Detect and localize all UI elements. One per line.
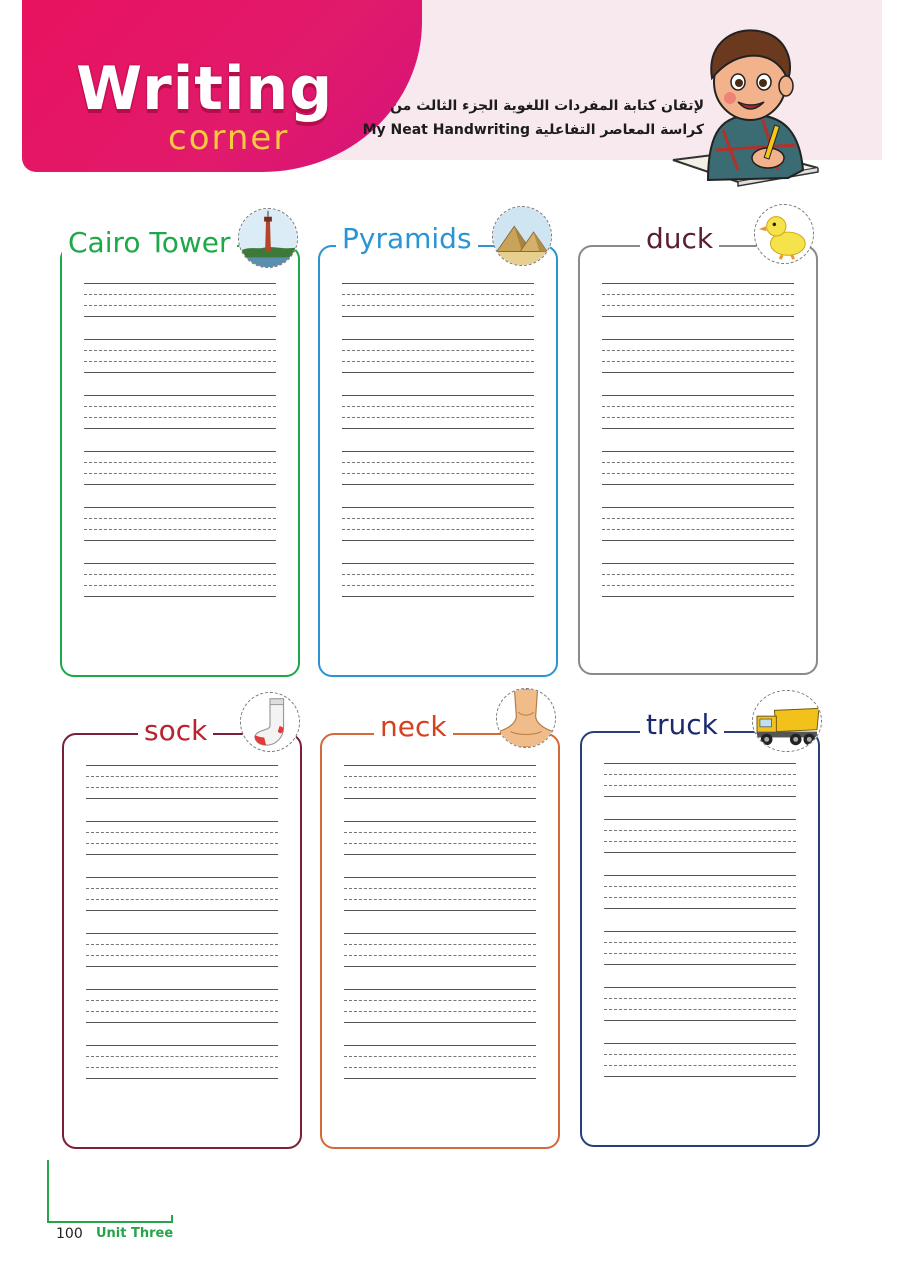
word-title-duck: duck: [640, 222, 719, 255]
writing-card-truck: [580, 731, 820, 1147]
duck-icon: [754, 204, 814, 264]
arabic-instruction-line-1: لإتقان كتابة المفردات اللغوية الجزء الثالث من: [390, 98, 704, 114]
neck-icon: [496, 688, 556, 748]
boy-writing-illustration: [668, 20, 828, 190]
book-name: My Neat Handwriting: [362, 122, 531, 138]
handwriting-lines[interactable]: [604, 763, 796, 1077]
handwriting-lines[interactable]: [344, 765, 536, 1079]
footer-border-cap: [171, 1215, 173, 1223]
handwriting-lines[interactable]: [602, 283, 794, 597]
writing-card-sock: [62, 733, 302, 1149]
handwriting-lines[interactable]: [86, 765, 278, 1079]
writing-card-duck: [578, 245, 818, 675]
writing-card-neck: [320, 733, 560, 1149]
handwriting-lines[interactable]: [84, 283, 276, 597]
unit-label: Unit Three: [96, 1226, 174, 1241]
word-title-sock: sock: [138, 714, 213, 747]
word-title-cairo-tower: Cairo Tower: [62, 226, 237, 259]
page-number: 100: [56, 1226, 83, 1242]
writing-card-pyramids: [318, 245, 558, 677]
writing-card-cairo-tower: [60, 245, 300, 677]
word-title-neck: neck: [374, 710, 453, 743]
word-title-pyramids: Pyramids: [336, 222, 478, 255]
pyramids-icon: [492, 206, 552, 266]
page-title: Writing: [76, 54, 334, 124]
sock-icon: [240, 692, 300, 752]
cairo-tower-icon: [238, 208, 298, 268]
footer-border-vertical: [47, 1160, 49, 1222]
arabic-book-series: كراسة المعاصر التفاعلية: [534, 122, 704, 138]
footer-border-horizontal: [47, 1221, 173, 1223]
word-title-truck: truck: [640, 708, 724, 741]
handwriting-lines[interactable]: [342, 283, 534, 597]
arabic-instruction-line-2: [363, 122, 704, 138]
page-subtitle: corner: [168, 118, 290, 158]
truck-icon: [752, 690, 822, 752]
